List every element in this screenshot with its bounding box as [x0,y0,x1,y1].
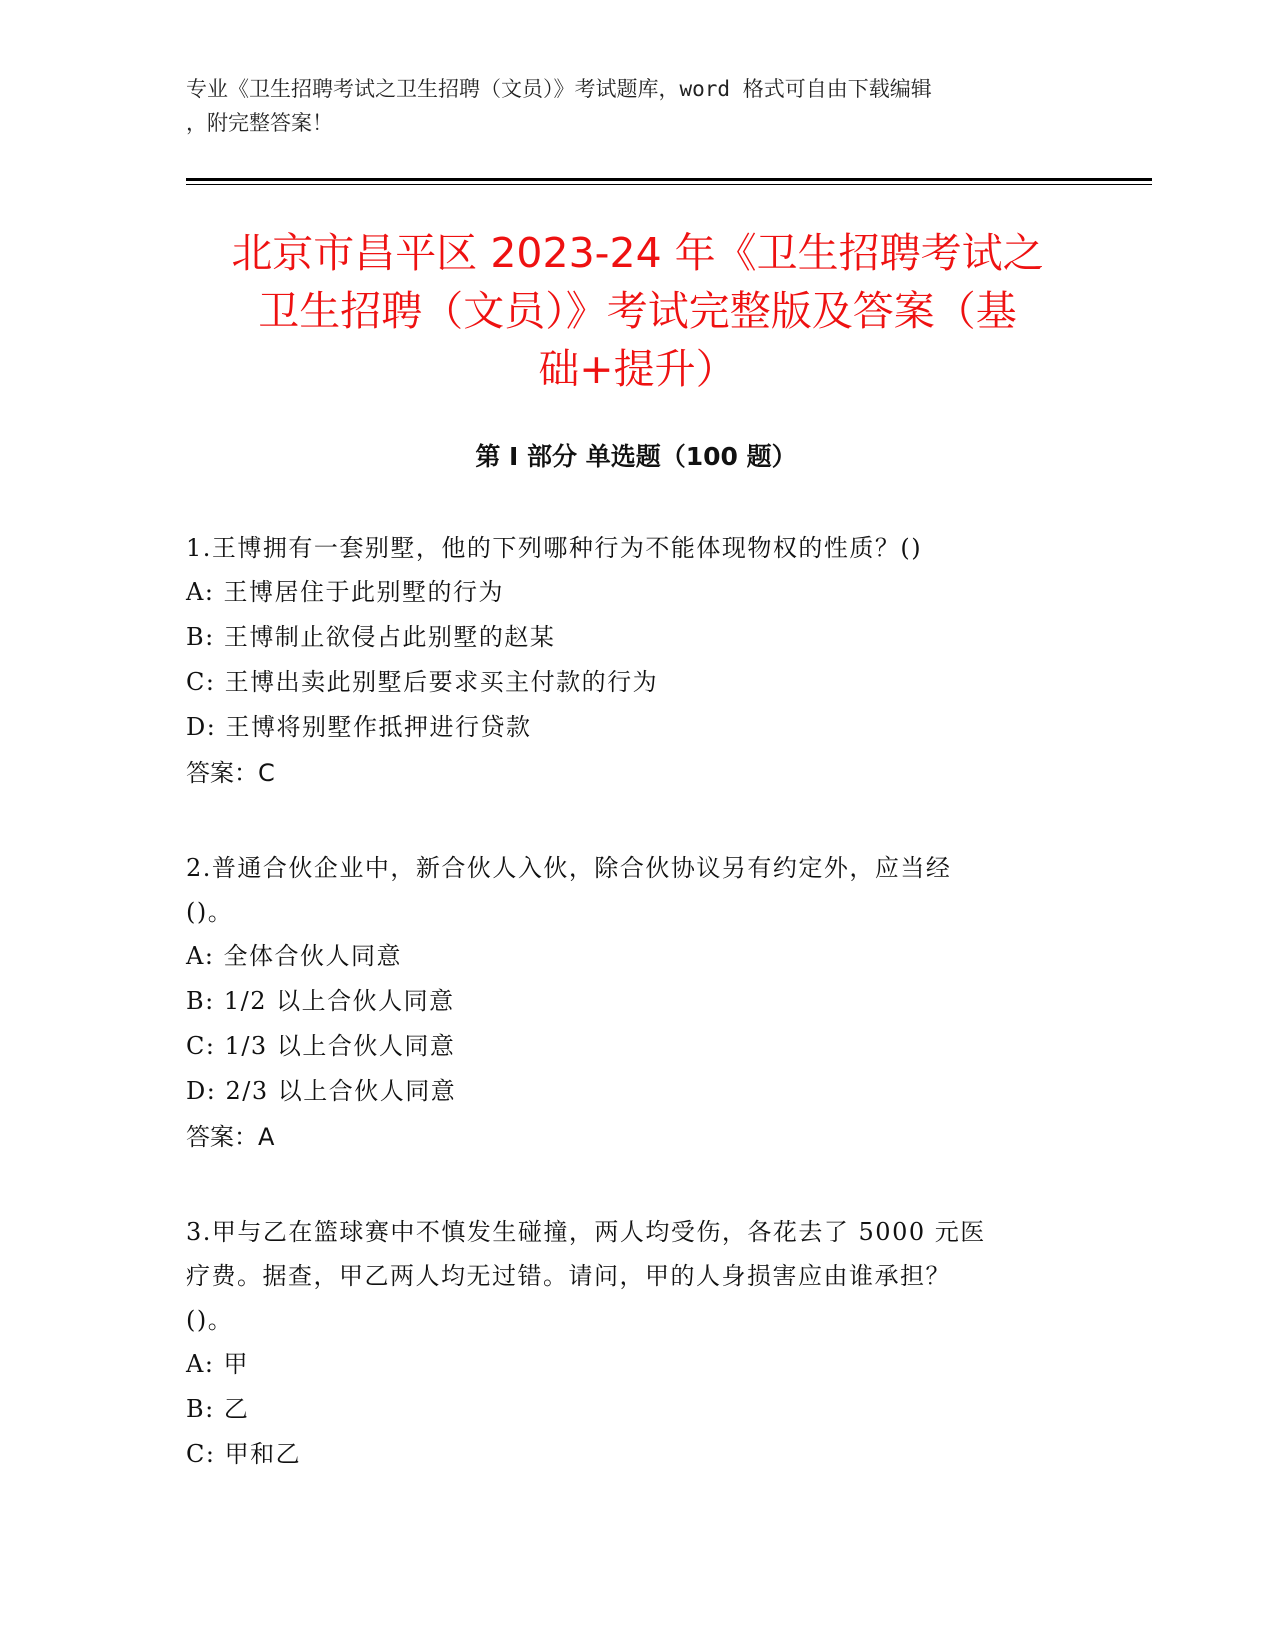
option-c: C: 王博出卖此别墅后要求买主付款的行为 [186,668,659,696]
option-d: D: 2/3 以上合伙人同意 [186,1077,457,1105]
option-c: C: 甲和乙 [186,1440,302,1468]
header-note [186,72,1086,140]
question-stem-line: ()。 [186,898,234,926]
header-note-line-1: 专业《卫生招聘考试之卫生招聘（文员）》考试题库，word 格式可自由下载编辑 [186,77,932,101]
question-stem-line: ()。 [186,1306,234,1334]
option-a: A: 全体合伙人同意 [186,942,403,970]
document-title-line-1: 北京市昌平区 2023-24 年《卫生招聘考试之 [231,229,1044,277]
question-stem-line: 3.甲与乙在篮球赛中不慎发生碰撞，两人均受伤，各花去了 5000 元医 [186,1218,986,1246]
option-a: A: 甲 [186,1350,250,1378]
option-c: C: 1/3 以上合伙人同意 [186,1032,456,1060]
option-b: B: 1/2 以上合伙人同意 [186,987,455,1015]
header-divider-thick [186,178,1152,181]
answer: 答案：C [186,759,275,787]
document-title-line-2: 卫生招聘（文员）》考试完整版及答案（基 [258,287,1017,335]
header-divider-thin [186,184,1152,185]
option-d: D: 王博将别墅作抵押进行贷款 [186,713,532,741]
document-title [160,224,1115,398]
question-stem-line: 疗费。据查，甲乙两人均无过错。请问，甲的人身损害应由谁承担？ [186,1262,951,1290]
option-b: B: 乙 [186,1395,250,1423]
question-3 [186,1210,1086,1477]
header-note-line-2: ，附完整答案！ [186,111,333,135]
section-title: 第 I 部分 单选题（100 题） [475,442,797,471]
answer: 答案：A [186,1123,275,1151]
question-list [186,526,1086,1477]
question-stem-line: 1.王博拥有一套别墅，他的下列哪种行为不能体现物权的性质？() [186,534,923,562]
document-title-line-3: 础+提升） [538,345,737,393]
question-2 [186,846,1086,1160]
option-b: B: 王博制止欲侵占此别墅的赵某 [186,623,556,651]
question-1 [186,526,1086,796]
question-stem-line: 2.普通合伙企业中，新合伙人入伙，除合伙协议另有约定外，应当经 [186,854,952,882]
option-a: A: 王博居住于此别墅的行为 [186,578,505,606]
